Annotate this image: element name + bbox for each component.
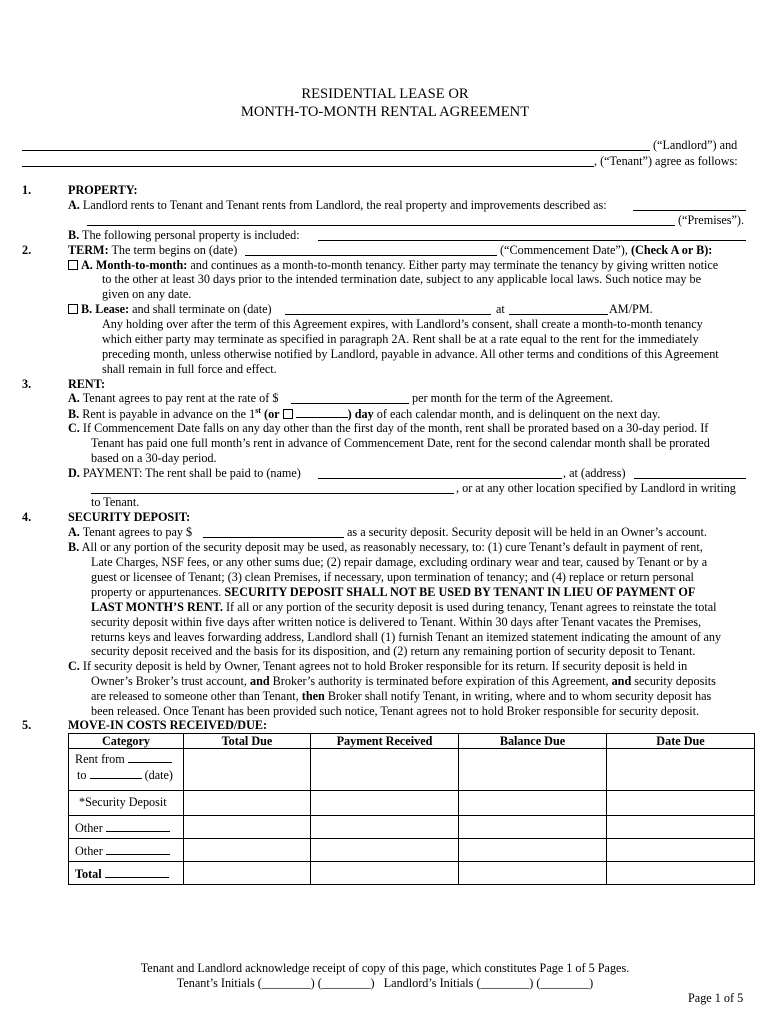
document-title-line1: RESIDENTIAL LEASE OR — [301, 86, 469, 102]
rent-total-due-cell[interactable] — [184, 749, 311, 791]
deposit-c-text-4: been released. Once Tenant has been provided such notice, Tenant agrees not to hold Broker responsible for security deposit. — [91, 704, 700, 718]
section-2-heading: TERM: — [68, 243, 109, 257]
rent-d-label: D. — [68, 466, 80, 480]
section-5-heading: MOVE-IN COSTS RECEIVED/DUE: — [68, 718, 268, 732]
section-4-number: 4. — [22, 510, 32, 524]
rent-payment-received-cell[interactable] — [311, 749, 459, 791]
table-row-other-2 — [69, 839, 755, 862]
deposit-c-text-2a: Owner’s Broker’s trust account, — [91, 674, 247, 688]
total-balance-due-cell[interactable] — [459, 862, 607, 885]
property-a-desc: Landlord rents to Tenant and Tenant rents from Landlord, the real property and improvements described as: — [82, 198, 607, 212]
category-other-1-cell — [69, 816, 184, 839]
deposit-a-tail: as a security deposit. Security deposit will be held in an Owner’s account. — [347, 525, 707, 539]
total-label: Total — [75, 867, 102, 881]
other-2-date-due-cell[interactable] — [607, 839, 755, 862]
term-a-text-1: and continues as a month-to-month tenancy. Either party may terminate the tenancy by giving written notice — [190, 258, 719, 272]
rent-b-or: (or — [264, 407, 280, 421]
rent-d-text: PAYMENT: The rent shall be paid to (name) — [82, 466, 301, 480]
other-2-label: Other — [75, 844, 103, 858]
other-1-total-due-cell[interactable] — [184, 816, 311, 839]
rent-date-due-cell[interactable] — [607, 749, 755, 791]
property-b-desc: The following personal property is included: — [82, 228, 300, 242]
rent-d-tail: , or at any other location specified by Landlord in writing — [456, 481, 736, 495]
section-1-heading: PROPERTY: — [68, 183, 138, 197]
other-1-date-due-cell[interactable] — [607, 816, 755, 839]
deposit-b-label: B. — [68, 540, 80, 554]
lease-end-time-field[interactable] — [509, 314, 608, 315]
rent-a — [68, 391, 278, 406]
acknowledgement-text: Tenant and Landlord acknowledge receipt of copy of this page, which constitutes Page 1 of 5 Pages. — [140, 961, 630, 975]
rent-amount-field[interactable] — [291, 403, 409, 404]
section-1-number: 1. — [22, 183, 32, 197]
deposit-b-line-4 — [91, 585, 695, 600]
category-rent-cell — [69, 749, 184, 791]
initials-line — [0, 976, 770, 991]
payee-address-field-2[interactable] — [91, 493, 454, 494]
term-intro — [68, 243, 237, 258]
term-option-b — [68, 302, 272, 317]
section-4-heading: SECURITY DEPOSIT: — [68, 510, 191, 524]
rent-balance-due-cell[interactable] — [459, 749, 607, 791]
property-b-text — [68, 228, 300, 243]
property-a-text — [68, 198, 607, 213]
commencement-date-text: (“Commencement Date”), — [500, 243, 628, 257]
rent-date-label: (date) — [144, 768, 173, 782]
security-balance-due-cell[interactable] — [459, 791, 607, 816]
rent-c-text-2: Tenant has paid one full month’s rent in advance of Commencement Date, rent for the second calendar month shall be prorated — [91, 436, 710, 450]
deposit-b-text-8: security deposit received and the basis for its disposition, and (2) return any remaining portion of security deposit to Tenant. — [91, 644, 696, 658]
rent-a-text: Tenant agrees to pay rent at the rate of $ — [82, 391, 279, 405]
rent-d — [68, 466, 301, 481]
deposit-b — [68, 540, 703, 555]
column-header-date-due: Date Due — [607, 734, 755, 749]
page-number: Page 1 of 5 — [688, 991, 744, 1005]
rent-b-sup: st — [255, 405, 261, 415]
deposit-b-text-6: security deposit within five days after written notice is delivered to Tenant. Within 30 days after Tenant vacates the Premises, — [91, 615, 702, 629]
total-field[interactable] — [105, 866, 169, 878]
deposit-amount-field[interactable] — [203, 537, 344, 538]
rent-b — [68, 406, 660, 422]
term-b-bold: Lease: — [95, 302, 130, 316]
rent-b-day: ) day — [347, 407, 374, 421]
deposit-a-label: A. — [68, 525, 80, 539]
tenant-name-field[interactable] — [22, 166, 594, 167]
deposit-b-text-7: returns keys and leaves forwarding address, Landlord shall (1) furnish Tenant an itemized statement indicating the amount of any — [91, 630, 722, 644]
security-payment-received-cell[interactable] — [311, 791, 459, 816]
security-total-due-cell[interactable] — [184, 791, 311, 816]
deposit-c-text-2e: security deposits — [634, 674, 716, 688]
term-b-label: B. — [81, 302, 93, 316]
category-total-cell — [69, 862, 184, 885]
term-begin-date-field[interactable] — [245, 255, 497, 256]
table-header-row — [69, 734, 755, 749]
deposit-a-text: Tenant agrees to pay $ — [82, 525, 193, 539]
deposit-c-line-3 — [91, 689, 711, 704]
property-description-field-2[interactable] — [87, 225, 675, 226]
other-1-balance-due-cell[interactable] — [459, 816, 607, 839]
holdover-text-4: shall remain in full force and effect. — [102, 362, 277, 376]
column-header-payment-received: Payment Received — [311, 734, 459, 749]
rent-c-text-3: based on a 30-day period. — [91, 451, 217, 465]
deposit-c-text-2d: and — [611, 674, 632, 688]
other-1-payment-received-cell[interactable] — [311, 816, 459, 839]
other-2-total-due-cell[interactable] — [184, 839, 311, 862]
column-header-balance-due: Balance Due — [459, 734, 607, 749]
table-row-rent — [69, 749, 755, 791]
term-option-a — [68, 258, 718, 273]
month-to-month-checkbox[interactable] — [68, 260, 78, 270]
lease-checkbox[interactable] — [68, 304, 78, 314]
deposit-c-text-2c: Broker’s authority is terminated before expiration of this Agreement, — [272, 674, 609, 688]
rent-c-text-1: If Commencement Date falls on any day other than the first day of the month, rent shall be prorated based on a 30-day period. If — [82, 421, 709, 435]
other-2-field[interactable] — [106, 843, 170, 855]
deposit-b-text-5b: If all or any portion of the security deposit is used during tenancy, Tenant agrees to reinstate the total — [226, 600, 717, 614]
term-a-bold: Month-to-month: — [95, 258, 188, 272]
deposit-b-text-5a: LAST MONTH’S RENT. — [91, 600, 223, 614]
rent-c-label: C. — [68, 421, 80, 435]
table-row-security-deposit — [69, 791, 755, 816]
rent-from-date-field[interactable] — [128, 751, 172, 763]
deposit-c-line-2 — [91, 674, 716, 689]
term-a-text-3: given on any date. — [102, 287, 192, 301]
table-row-total — [69, 862, 755, 885]
deposit-c-text-2b: and — [249, 674, 270, 688]
commencement-label — [500, 243, 712, 258]
rent-b-tail: of each calendar month, and is delinquent on the next day. — [376, 407, 661, 421]
lease-end-date-field[interactable] — [285, 314, 491, 315]
landlord-label: (“Landlord”) and — [653, 138, 738, 152]
landlord-name-field[interactable] — [22, 150, 650, 151]
section-5-number: 5. — [22, 718, 32, 732]
deposit-b-text-4b: SECURITY DEPOSIT SHALL NOT BE USED BY TENANT IN LIEU OF PAYMENT OF — [224, 585, 696, 599]
deposit-b-text-4a: property or appurtenances. — [91, 585, 222, 599]
column-header-total-due: Total Due — [184, 734, 311, 749]
deposit-c-text-1: If security deposit is held by Owner, Tenant agrees not to hold Broker responsible for its return. If security deposit is held in — [82, 659, 688, 673]
rent-b-text: Rent is payable in advance on the 1 — [82, 407, 256, 421]
rent-c — [68, 421, 708, 436]
check-a-or-b: (Check A or B): — [630, 243, 713, 257]
deposit-b-text-3: guest or licensee of Tenant; (3) clean Premises, if necessary, upon termination of tenancy; and (4) replace or return personal — [91, 570, 694, 584]
personal-property-field[interactable] — [318, 240, 746, 241]
rent-a-tail: per month for the term of the Agreement. — [412, 391, 614, 405]
term-begins-label: The term begins on (date) — [111, 243, 238, 257]
rent-d-end: to Tenant. — [91, 495, 140, 509]
lease-at-label: at — [496, 302, 505, 316]
payee-address-field-1[interactable] — [634, 478, 746, 479]
deposit-a — [68, 525, 192, 540]
move-in-costs-table — [68, 733, 755, 885]
deposit-b-text-1: All or any portion of the security deposit may be used, as reasonably necessary, to: (1) cure Tenant’s default in payment of rent, — [81, 540, 703, 554]
tenant-initials[interactable]: Tenant’s Initials (________) (________) — [176, 976, 375, 990]
address-label: , at (address) — [563, 466, 626, 480]
rent-b-label: B. — [68, 407, 80, 421]
property-description-field-1[interactable] — [633, 210, 746, 211]
security-date-due-cell[interactable] — [607, 791, 755, 816]
other-1-label: Other — [75, 821, 103, 835]
rent-to-label: to — [77, 768, 87, 782]
term-b-text: and shall terminate on (date) — [132, 302, 272, 316]
category-security-cell: *Security Deposit — [69, 791, 184, 816]
total-payment-received-cell[interactable] — [311, 862, 459, 885]
total-total-due-cell[interactable] — [184, 862, 311, 885]
rent-to-date-field[interactable] — [90, 767, 142, 779]
deposit-c-label: C. — [68, 659, 80, 673]
rent-a-label: A. — [68, 391, 80, 405]
deposit-c — [68, 659, 687, 674]
total-date-due-cell[interactable] — [607, 862, 755, 885]
section-2-number: 2. — [22, 243, 32, 257]
premises-label: (“Premises”). — [678, 213, 744, 227]
holdover-text-3: preceding month, unless otherwise notified by Landlord, payable in advance. All other terms and conditions of this Agreement — [102, 347, 719, 361]
table-row-other-1 — [69, 816, 755, 839]
term-a-label: A. — [81, 258, 93, 272]
deposit-c-text-3a: are released to someone other than Tenant, — [91, 689, 299, 703]
rent-from-label: Rent from — [75, 752, 125, 766]
section-3-heading: RENT: — [68, 377, 106, 391]
tenant-label: , (“Tenant”) agree as follows: — [594, 154, 738, 168]
deposit-b-text-2: Late Charges, NSF fees, or any other sums due; (2) repair damage, excluding ordinary wear and tear, caused by Tenant or by a — [91, 555, 708, 569]
column-header-category: Category — [69, 734, 184, 749]
deposit-b-line-5 — [91, 600, 717, 615]
holdover-text-1: Any holding over after the term of this Agreement expires, with Landlord’s consent, shall create a month-to-month tenancy — [102, 317, 703, 331]
term-a-text-2: to the other at least 30 days prior to the intended termination date, subject to any applicable local laws. Such notice may be — [102, 272, 702, 286]
holdover-text-2: which either party may terminate as specified in paragraph 2A. Rent shall be at a rate equal to the rent for the immediately — [102, 332, 699, 346]
deposit-c-text-3b: then — [301, 689, 325, 703]
property-b-label: B. — [68, 228, 80, 242]
landlord-initials[interactable]: Landlord’s Initials (________) (________) — [383, 976, 594, 990]
rent-day-field[interactable] — [296, 406, 348, 418]
section-3-number: 3. — [22, 377, 32, 391]
other-2-payment-received-cell[interactable] — [311, 839, 459, 862]
am-pm-label: AM/PM. — [609, 302, 653, 316]
rent-day-checkbox[interactable] — [283, 409, 293, 419]
other-1-field[interactable] — [106, 820, 170, 832]
document-title-line2: MONTH-TO-MONTH RENTAL AGREEMENT — [240, 104, 530, 120]
payee-name-field[interactable] — [318, 478, 562, 479]
deposit-c-text-3c: Broker shall notify Tenant, in writing, where and to whom security deposit has — [327, 689, 712, 703]
other-2-balance-due-cell[interactable] — [459, 839, 607, 862]
property-a-label: A. — [68, 198, 80, 212]
category-other-2-cell — [69, 839, 184, 862]
